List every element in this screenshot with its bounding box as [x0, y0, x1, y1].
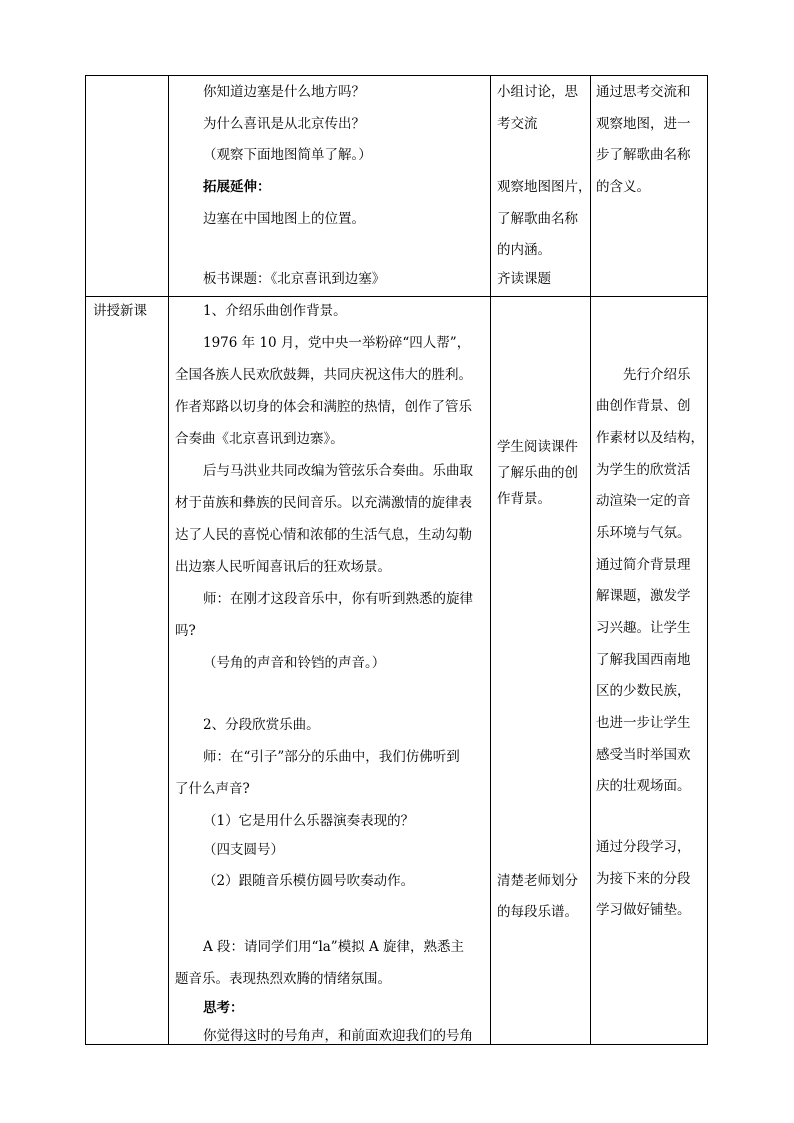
subheading-extension: 拓展延伸：	[203, 179, 271, 195]
content-line: 1976 年 10 月，党中央一举粉碎“四人帮”，	[203, 335, 471, 351]
content-line: 作者郑路以切身的体会和满腔的热情，创作了管乐	[175, 399, 472, 415]
student-activity-line: 小组讨论，思	[497, 84, 578, 100]
student-activity-line: 的内涵。	[497, 242, 551, 258]
design-intent-line: 庆的壮观场面。	[596, 778, 691, 794]
content-line: 出边寨人民听闻喜讯后的狂欢场景。	[175, 559, 391, 575]
content-line: 达了人民的喜悦心情和浓郁的生活气息，生动勾勒	[175, 527, 472, 543]
student-activity-line: 的每段乐谱。	[497, 904, 578, 920]
table-border-right	[707, 75, 708, 1045]
design-intent-line: 观察地图，进一	[596, 116, 691, 132]
content-line: 师：在“引子”部分的乐曲中，我们仿佛听到	[203, 749, 460, 765]
student-activity-line: 观察地图图片，	[497, 179, 592, 195]
design-intent-line: 先行介绍乐	[623, 367, 691, 383]
student-activity-line: 了解歌曲名称	[497, 211, 578, 227]
section-label: 讲授新课	[93, 303, 147, 319]
design-intent-line: 曲创作背景、创	[596, 398, 691, 414]
design-intent-line: 也进一步让学生	[596, 715, 691, 731]
content-line: 你知道边塞是什么地方吗？	[203, 84, 365, 100]
student-activity-line: 齐读课题	[497, 271, 551, 287]
design-intent-line: 的含义。	[596, 179, 650, 195]
content-line: （1）它是用什么乐器演奏表现的？	[203, 813, 415, 829]
content-line: 合奏曲《北京喜讯到边寨》。	[175, 431, 344, 447]
content-line: （2）跟随音乐模仿圆号吹奏动作。	[203, 873, 415, 889]
design-intent-line: 步了解歌曲名称	[596, 147, 691, 163]
student-activity-line: 考交流	[497, 116, 538, 132]
design-intent-line: 学习做好铺垫。	[596, 902, 691, 918]
content-line: （四支圆号）	[203, 842, 284, 858]
student-activity-line: 学生阅读课件	[497, 439, 578, 455]
content-line: 2、分段欣赏乐曲。	[203, 717, 320, 733]
subheading-think: 思考：	[203, 1000, 244, 1016]
column-divider	[590, 75, 591, 1045]
design-intent-line: 动渲染一定的音	[596, 493, 691, 509]
column-divider	[490, 75, 491, 1045]
content-line: 题音乐。表现热烈欢腾的情绪氛围。	[175, 971, 391, 987]
content-line: 全国各族人民欢欣鼓舞，共同庆祝这伟大的胜利。	[175, 367, 472, 383]
design-intent-line: 解课题，激发学	[596, 588, 691, 604]
content-line: 师：在刚才这段音乐中，你有听到熟悉的旋律	[203, 591, 473, 607]
design-intent-line: 通过简介背景理	[596, 557, 691, 573]
content-line: 边塞在中国地图上的位置。	[203, 211, 365, 227]
design-intent-line: 作素材以及结构，	[596, 430, 704, 446]
design-intent-line: 乐环境与气氛。	[596, 525, 691, 541]
design-intent-line: 通过思考交流和	[596, 84, 691, 100]
student-activity-line: 了解乐曲的创	[497, 465, 578, 481]
board-title-line: 板书课题：《北京喜讯到边塞》	[203, 271, 386, 287]
content-line: 吗?	[175, 623, 196, 639]
design-intent-line: 通过分段学习，	[596, 839, 691, 855]
design-intent-line: 为接下来的分段	[596, 871, 691, 887]
content-line: 1、介绍乐曲创作背景。	[203, 303, 347, 319]
design-intent-line: 了解我国西南地	[596, 652, 691, 668]
student-activity-line: 作背景。	[497, 491, 551, 507]
content-line: （观察下面地图简单了解。）	[203, 147, 372, 163]
design-intent-line: 为学生的欣赏活	[596, 462, 691, 478]
content-line: （号角的声音和铃铛的声音。）	[203, 655, 386, 671]
design-intent-line: 习兴趣。让学生	[596, 620, 691, 636]
table-border-left	[85, 75, 86, 1045]
content-line: 后与马洪业共同改编为管弦乐合奏曲。乐曲取	[203, 463, 473, 479]
design-intent-line: 感受当时举国欢	[596, 747, 691, 763]
column-divider	[168, 75, 169, 1045]
content-line: 材于苗族和彝族的民间音乐。以充满激情的旋律表	[175, 495, 472, 511]
content-line: 你觉得这时的号角声，和前面欢迎我们的号角	[203, 1028, 473, 1044]
content-line: 了什么声音?	[175, 781, 250, 797]
lesson-plan-table	[85, 75, 708, 1045]
table-border-bottom	[85, 1044, 708, 1045]
content-line: A 段：请同学们用“la”模拟 A 旋律，熟悉主	[203, 939, 465, 955]
design-intent-line: 区的少数民族，	[596, 683, 691, 699]
table-border-top	[85, 75, 708, 76]
content-line: 为什么喜讯是从北京传出？	[203, 116, 365, 132]
row-divider	[85, 296, 708, 297]
student-activity-line: 清楚老师划分	[497, 873, 578, 889]
